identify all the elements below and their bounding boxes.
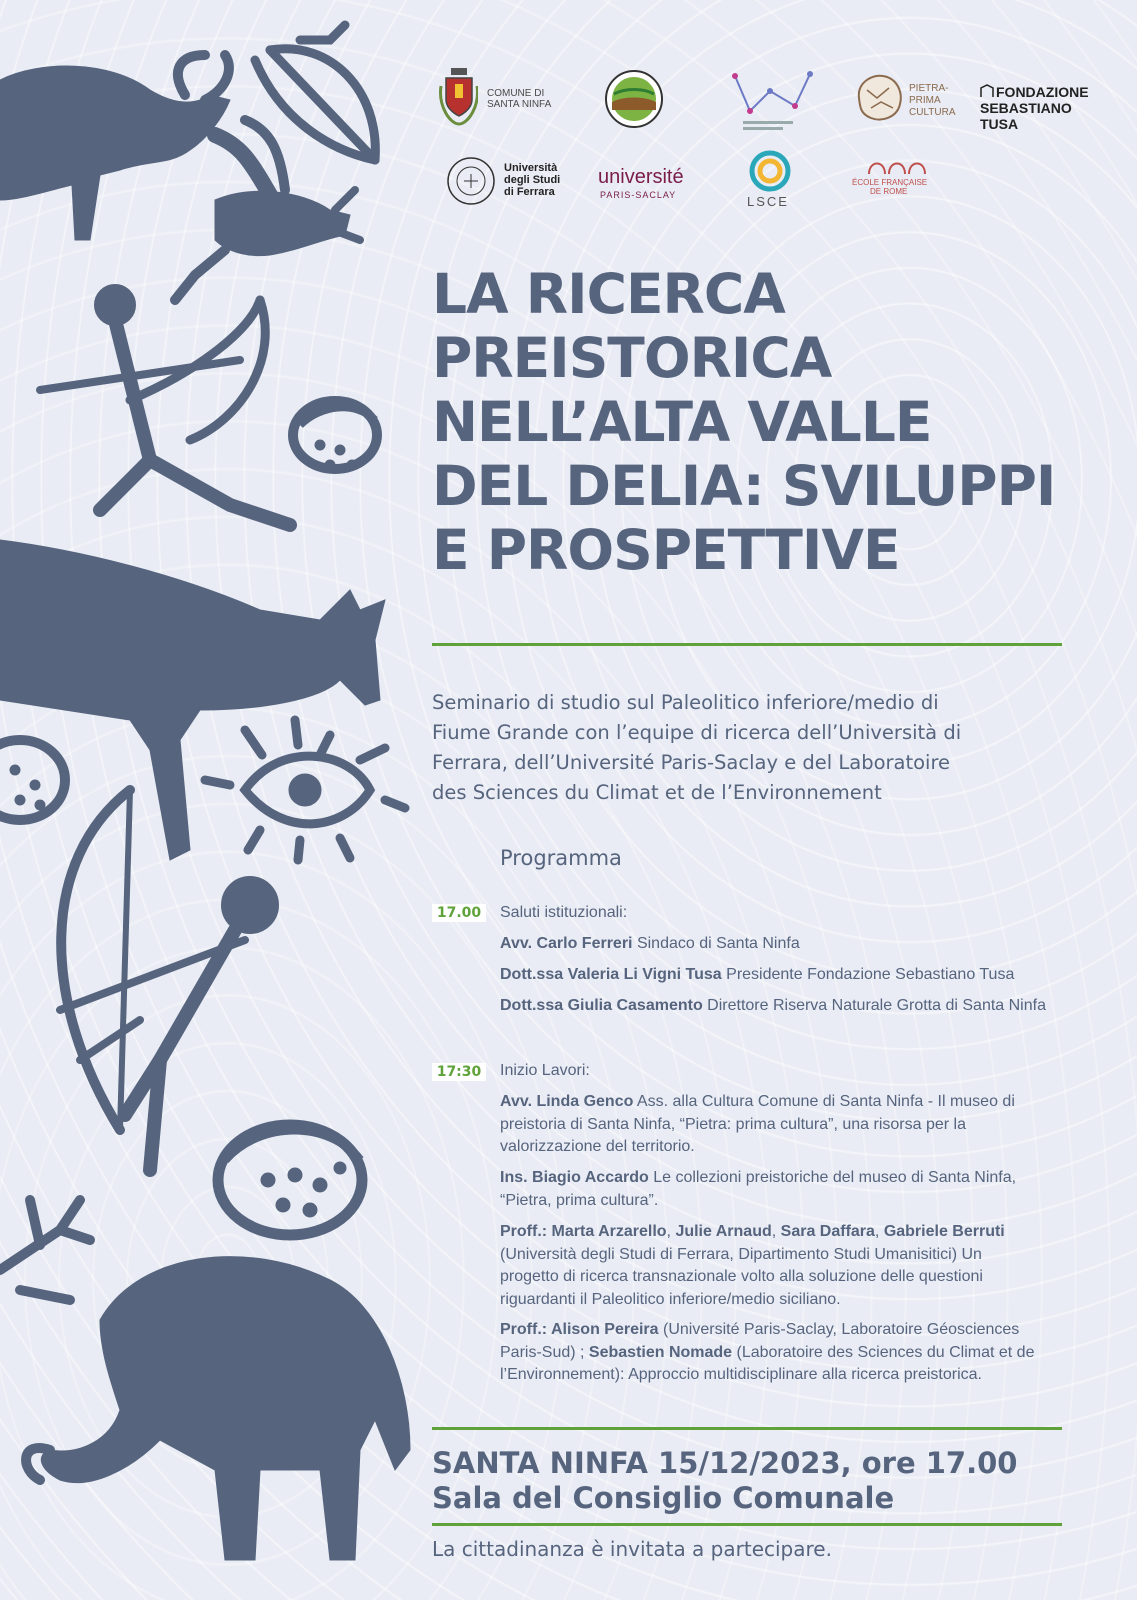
rock-art-illustration: [0, 0, 440, 1600]
speaker-name: Dott.ssa Giulia Casamento: [500, 997, 703, 1014]
title-line: DEL DELIA: SVILUPPI: [432, 454, 1056, 518]
title-line: NELL’ALTA VALLE: [432, 390, 932, 454]
intro-line: des Sciences du Climat et de l’Environnement: [432, 781, 882, 804]
arches-icon: [867, 156, 927, 176]
divider: [432, 1523, 1062, 1526]
title-line: PREISTORICA: [432, 326, 832, 390]
efr-line2: DE ROME: [870, 187, 908, 196]
talk-text: (Laboratoire des Sciences du Climat et de: [732, 1343, 1035, 1361]
stone-icon: [853, 72, 905, 124]
title-line: LA RICERCA: [432, 262, 785, 326]
talk-text: preistoria di Santa Ninfa, “Pietra: prima cultura”, una risorsa per la: [500, 1115, 966, 1133]
bull-figure-icon: [0, 55, 230, 240]
talk-text: “Pietra, prima cultura”.: [500, 1191, 659, 1209]
talk-text: ,: [666, 1223, 676, 1240]
logo-pietra-prima-cultura: [853, 70, 958, 130]
landscape-badge-icon: [605, 70, 663, 128]
speaker-name: Avv. Carlo Ferreri: [500, 935, 633, 952]
talk-text: (Université Paris-Saclay, Laboratoire Géosciences: [658, 1321, 1020, 1338]
time-badge: 17.00: [432, 904, 486, 922]
logo-universita-ferrara: [446, 156, 571, 206]
fondazione-line1: FONDAZIONE: [996, 84, 1089, 100]
talk-item: [500, 1091, 1060, 1159]
speaker-name: Proff.: Alison Pereira: [500, 1321, 659, 1338]
event-date-place: SANTA NINFA 15/12/2023, ore 17.00: [432, 1446, 1018, 1480]
talk-item: [500, 1221, 1060, 1311]
basket-icon: [218, 1125, 362, 1235]
speaker-name: Sara Daffara: [780, 1223, 875, 1240]
talk-text: ,: [874, 1223, 884, 1240]
speaker-name: Avv. Linda Genco: [500, 1093, 634, 1110]
talk-text: Le collezioni preistoriche del museo di Santa Ninfa,: [648, 1169, 1017, 1186]
talk-text: riguardanti il Paleolitico inferiore/medio siciliano.: [500, 1290, 841, 1308]
talk-text: Ass. alla Cultura Comune di Santa Ninfa - Il museo di: [633, 1093, 1015, 1110]
lsce-text: LSCE: [747, 194, 789, 209]
university-seal-icon: [446, 156, 496, 206]
comune-line1: COMUNE DI: [487, 88, 545, 99]
seminar-description: [432, 688, 1032, 808]
speaker-name: Julie Arnaud: [675, 1223, 772, 1240]
comune-line2: SANTA NINFA: [487, 99, 552, 110]
coat-of-arms-icon: [438, 66, 478, 128]
antler-icon: [0, 1200, 90, 1300]
network-icon: [725, 66, 820, 134]
speaker-name: Gabriele Berruti: [883, 1223, 1005, 1240]
divider: [432, 643, 1062, 646]
logo-rete-museale: [725, 66, 820, 134]
logo-comune-santa-ninfa: [438, 66, 558, 128]
speaker-name: Sebastien Nomade: [588, 1343, 733, 1361]
lsce-rings-icon: [749, 150, 791, 192]
speaker-name: Ins. Biagio Accardo: [500, 1169, 649, 1186]
session-heading: Inizio Lavori:: [500, 1062, 590, 1079]
event-venue: Sala del Consiglio Comunale: [432, 1481, 895, 1515]
unife-line3: di Ferrara: [504, 186, 555, 198]
efr-line1: ÉCOLE FRANÇAISE: [852, 178, 928, 187]
programma-heading: Programma: [500, 846, 622, 870]
saclay-line1: université: [598, 166, 684, 188]
divider: [432, 1427, 1062, 1430]
talk-item: [500, 1167, 1060, 1212]
logo-lsce: [745, 150, 795, 212]
unife-line2: degli Studi: [504, 174, 561, 186]
logo-fondazione-sebastiano-tusa: [980, 84, 1095, 132]
event-title: [432, 262, 1122, 582]
talk-text: valorizzazione del territorio.: [500, 1138, 695, 1156]
archer-figure-icon: [40, 291, 290, 525]
session-heading: Saluti istituzionali:: [500, 904, 628, 921]
pietra-line3: CULTURA: [909, 107, 956, 118]
saclay-line2: PARIS-SACLAY: [600, 190, 677, 200]
building-icon: [980, 84, 994, 98]
speaker-role: Presidente Fondazione Sebastiano Tusa: [721, 966, 1015, 983]
talk-text: Paris-Sud) ;: [500, 1343, 589, 1361]
unife-line1: Università: [504, 162, 558, 174]
intro-line: Seminario di studio sul Paleolitico inferiore/medio di: [432, 691, 939, 714]
basket-icon: [293, 401, 377, 470]
talk-text: l’Environnement): Approccio multidisciplinare alla ricerca preistorica.: [500, 1366, 982, 1384]
speaker-name: Dott.ssa Valeria Li Vigni Tusa: [500, 966, 722, 983]
speaker-role: Direttore Riserva Naturale Grotta di Santa Ninfa: [702, 997, 1046, 1014]
logo-universite-paris-saclay: [598, 162, 708, 202]
logo-grotta-santa-ninfa: [605, 70, 663, 128]
talk-text: ,: [771, 1223, 781, 1240]
talk-text: progetto di ricerca transnazionale volto alla soluzione delle questioni: [500, 1268, 983, 1286]
intro-line: Fiume Grande con l’equipe di ricerca dell’Università di: [432, 721, 962, 744]
talk-item: [500, 1319, 1060, 1387]
intro-line: Ferrara, dell’Université Paris-Saclay e del Laboratoire: [432, 751, 951, 774]
basket-icon: [0, 740, 65, 820]
speaker-line: [500, 995, 1060, 1018]
talk-text: (Università degli Studi di Ferrara, Dipartimento Studi Umanisitici) Un: [500, 1245, 982, 1263]
eye-icon: [205, 720, 405, 860]
pietra-line1: PIETRA-: [909, 83, 949, 94]
hunter-figure-icon: [60, 790, 272, 1170]
pietra-line2: PRIMA: [909, 95, 941, 106]
logo-ecole-francaise-rome: [852, 156, 942, 210]
title-line: E PROSPETTIVE: [432, 518, 900, 582]
speaker-name: Proff.: Marta Arzarello: [500, 1223, 667, 1240]
speaker-line: [500, 964, 1060, 987]
mammoth-figure-icon: [26, 1257, 410, 1560]
speaker-line: [500, 933, 1060, 956]
animal-figure-icon: [0, 540, 385, 860]
fondazione-line2: SEBASTIANO TUSA: [980, 100, 1072, 132]
invitation-text: La cittadinanza è invitata a partecipare.: [432, 1537, 832, 1561]
speaker-role: Sindaco di Santa Ninfa: [632, 935, 800, 952]
time-badge: 17:30: [432, 1063, 486, 1081]
